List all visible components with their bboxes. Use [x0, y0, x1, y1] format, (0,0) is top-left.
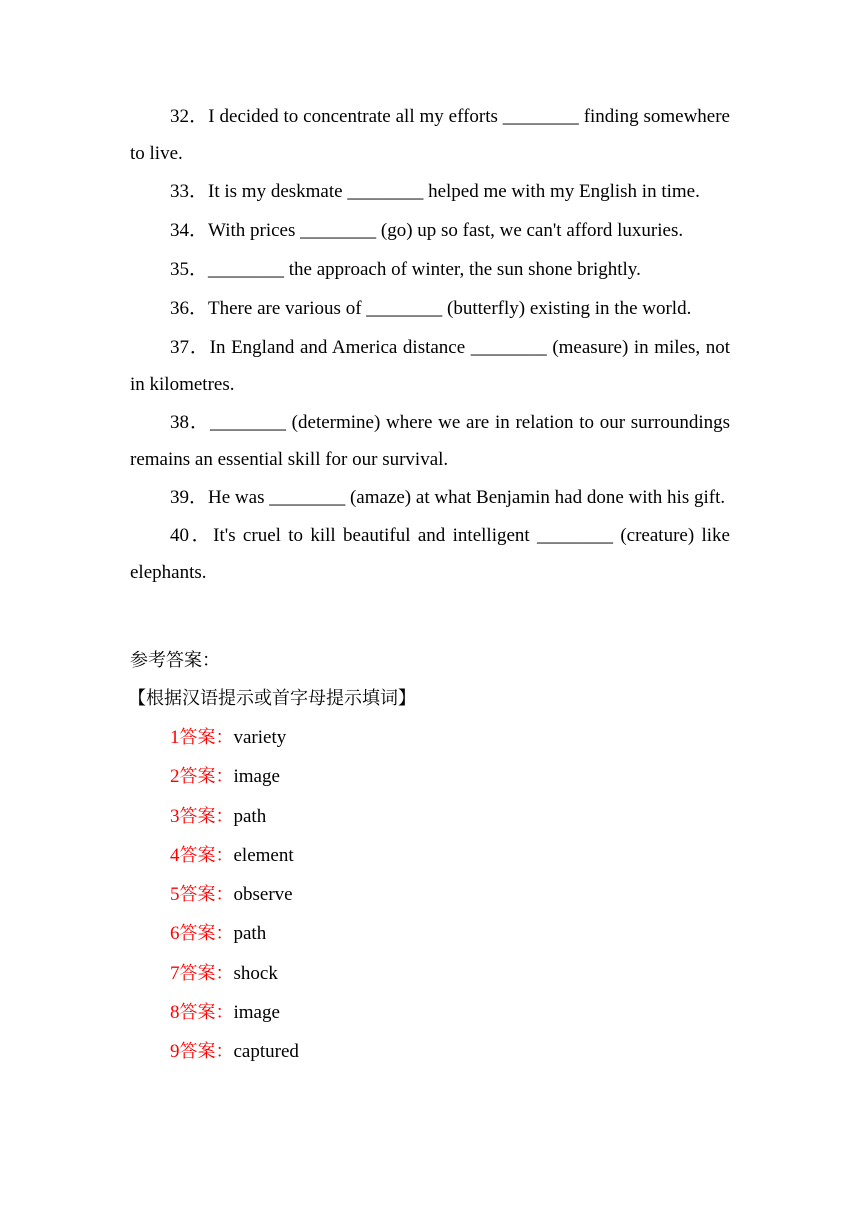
answer-label: 答案： — [179, 805, 234, 827]
answer-prefix — [170, 923, 234, 944]
answer-prefix — [170, 727, 234, 748]
question-number: 39． — [170, 487, 209, 508]
question-number: 33． — [170, 181, 209, 202]
question-text: I decided to concentrate all my efforts ________ finding somewhere to live. — [130, 106, 730, 164]
answer-value: element — [233, 844, 294, 866]
question-number: 36． — [170, 298, 209, 319]
answer-number: 8 — [170, 1002, 180, 1024]
answer-item — [130, 757, 730, 796]
answer-label: 答案： — [179, 1041, 234, 1063]
answer-item — [130, 797, 730, 836]
answer-prefix — [170, 963, 234, 984]
answer-number: 6 — [170, 923, 180, 945]
question-item — [130, 479, 730, 516]
question-item — [130, 251, 730, 289]
question-item — [130, 517, 730, 591]
answer-label: 答案： — [179, 1002, 234, 1024]
answer-number: 1 — [170, 727, 180, 748]
question-item — [130, 290, 730, 328]
answer-number: 4 — [170, 844, 180, 866]
answer-list — [130, 718, 730, 1072]
question-item — [130, 173, 730, 211]
answer-prefix — [170, 1002, 234, 1023]
question-number: 40． — [170, 525, 214, 546]
answer-item — [130, 836, 730, 875]
answer-value: path — [233, 923, 267, 945]
question-number: 35． — [170, 259, 209, 280]
answer-prefix — [170, 766, 234, 787]
question-text: In England and America distance ________ (measure) in miles, not in kilometres. — [130, 337, 730, 395]
question-text: It's cruel to kill beautiful and intelligent ________ (creature) like elephants. — [130, 525, 730, 583]
question-text: ________ the approach of winter, the sun shone brightly. — [208, 259, 641, 280]
answer-prefix — [170, 806, 234, 827]
answers-heading: 参考答案： — [130, 650, 220, 671]
answer-label: 答案： — [179, 884, 234, 906]
question-number: 32． — [170, 106, 209, 127]
answer-label: 答案： — [179, 844, 234, 866]
answer-label: 答案： — [179, 766, 234, 788]
answer-item — [130, 954, 730, 993]
question-text: There are various of ________ (butterfly) existing in the world. — [208, 298, 692, 319]
answer-value: captured — [233, 1041, 299, 1063]
question-item — [130, 404, 730, 478]
answer-value: observe — [233, 884, 293, 906]
question-item — [130, 212, 730, 250]
question-list — [130, 98, 730, 591]
question-number: 34． — [170, 220, 209, 241]
answer-label: 答案： — [179, 727, 234, 748]
question-number: 37． — [170, 337, 210, 358]
answer-number: 7 — [170, 962, 180, 984]
answer-label: 答案： — [179, 962, 234, 984]
section-heading: 【根据汉语提示或首字母提示填词】 — [128, 688, 416, 709]
answer-number: 9 — [170, 1041, 180, 1063]
question-text: He was ________ (amaze) at what Benjamin had done with his gift. — [208, 487, 726, 508]
answer-item — [130, 718, 730, 757]
answer-item — [130, 1032, 730, 1071]
answer-value: image — [233, 1002, 280, 1024]
answer-prefix — [170, 884, 234, 905]
answer-number: 3 — [170, 805, 180, 827]
question-text: It is my deskmate ________ helped me with my English in time. — [208, 181, 700, 202]
answer-item — [130, 875, 730, 914]
question-number: 38． — [170, 412, 210, 433]
answer-number: 5 — [170, 884, 180, 906]
question-text: With prices ________ (go) up so fast, we can't afford luxuries. — [208, 220, 684, 241]
document-page — [130, 98, 730, 1072]
answer-value: image — [233, 766, 280, 788]
question-text: ________ (determine) where we are in relation to our surroundings remains an essential skill for our survival. — [130, 412, 730, 470]
answer-value: shock — [233, 962, 278, 984]
answer-prefix — [170, 845, 234, 866]
answer-item — [130, 993, 730, 1032]
answer-label: 答案： — [179, 923, 234, 945]
question-item — [130, 329, 730, 403]
answer-number: 2 — [170, 766, 180, 788]
answer-value: variety — [233, 727, 287, 748]
answer-item — [130, 914, 730, 953]
answer-prefix — [170, 1041, 234, 1062]
answer-value: path — [233, 805, 267, 827]
question-item — [130, 98, 730, 172]
